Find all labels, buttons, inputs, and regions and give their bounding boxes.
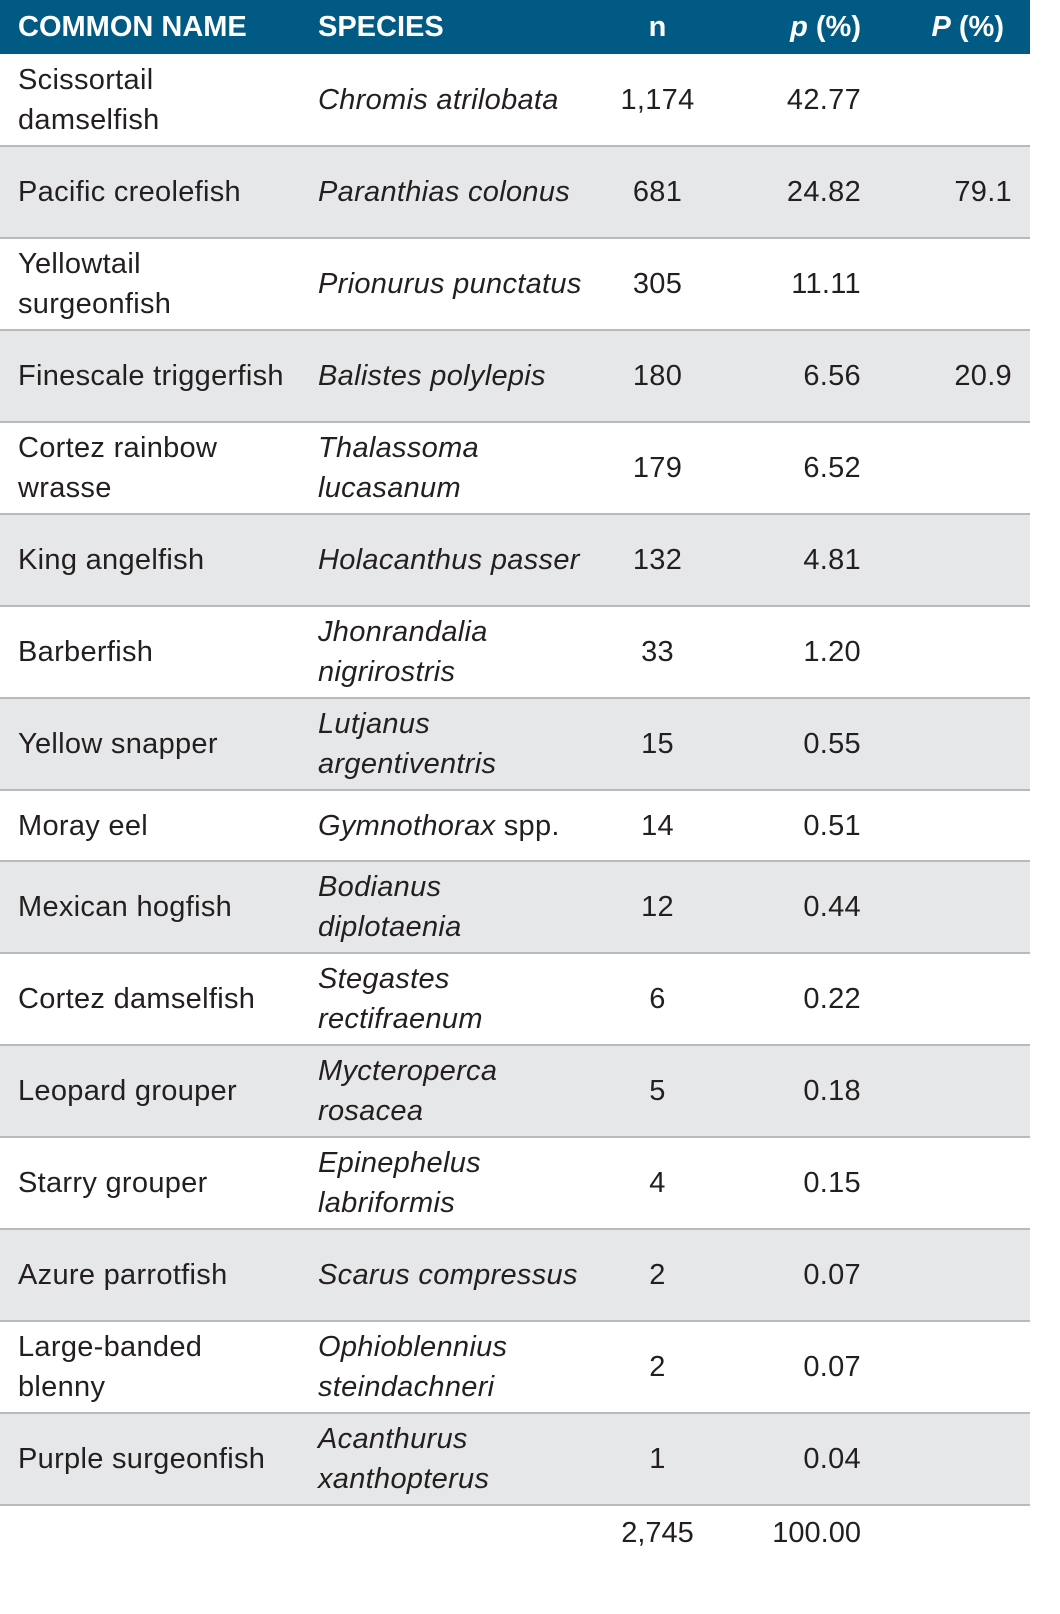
species-cell (300, 698, 590, 790)
n-cell: 14 (641, 809, 674, 842)
common-name-cell: Purple surgeonfish (18, 1443, 266, 1475)
P-percent-cell (875, 238, 1030, 330)
species-cell (300, 54, 590, 146)
table-row (0, 1413, 1030, 1505)
total-p-percent: 100.00 (772, 1517, 861, 1549)
table-row (0, 790, 1030, 861)
header-row (0, 0, 1030, 54)
P-percent-cell: 79.1 (954, 176, 1012, 208)
p-percent-cell: 0.07 (803, 1259, 861, 1291)
species-name: Lutjanus argentiventris (318, 708, 497, 780)
common-name-cell: Large-banded blenny (18, 1331, 203, 1403)
p-percent-cell: 1.20 (803, 636, 861, 668)
n-cell: 305 (632, 268, 683, 300)
species-cell (300, 330, 590, 422)
n-cell: 15 (641, 728, 674, 760)
p-percent-cell: 6.52 (803, 452, 861, 484)
common-name-cell: Finescale triggerfish (18, 360, 284, 392)
table-footer (0, 1505, 1030, 1560)
species-cell (300, 1045, 590, 1137)
common-name-cell: Scissortail damselfish (18, 63, 160, 136)
header-n: n (648, 11, 667, 43)
species-cell (300, 146, 590, 238)
species-cell (300, 606, 590, 698)
species-name: Bodianus diplotaenia (318, 871, 462, 943)
table-row (0, 422, 1030, 514)
P-percent-cell (875, 698, 1030, 790)
species-name: Mycteroperca rosacea (318, 1055, 498, 1127)
n-cell: 1 (649, 1443, 666, 1475)
p-percent-cell: 0.18 (803, 1075, 861, 1107)
totals-row (0, 1505, 1030, 1560)
table-row (0, 953, 1030, 1045)
p-percent-cell: 4.81 (803, 544, 861, 576)
table-row (0, 330, 1030, 422)
common-name-cell: Yellow snapper (18, 728, 218, 760)
table-row (0, 1321, 1030, 1413)
totals-label-cell (0, 1505, 300, 1560)
species-name: Balistes polylepis (318, 360, 546, 392)
p-percent-cell: 0.15 (803, 1167, 861, 1199)
totals-species-cell (300, 1505, 590, 1560)
table-row (0, 54, 1030, 146)
species-cell (300, 422, 590, 514)
p-percent-cell: 24.82 (786, 176, 861, 208)
species-name: Chromis atrilobata (318, 83, 559, 116)
table-row (0, 1045, 1030, 1137)
P-percent-cell (875, 422, 1030, 514)
p-percent-cell: 42.77 (786, 83, 861, 116)
species-name: Scarus compressus (318, 1259, 578, 1291)
n-cell: 33 (641, 636, 674, 668)
species-name: Holacanthus passer (318, 544, 580, 576)
header-P-unit: (%) (950, 11, 1004, 43)
n-cell: 6 (649, 983, 666, 1015)
p-percent-cell: 0.04 (803, 1443, 861, 1475)
common-name-cell: King angelfish (18, 544, 205, 576)
table-row (0, 238, 1030, 330)
species-cell (300, 1413, 590, 1505)
P-percent-cell (875, 54, 1030, 146)
n-cell: 132 (632, 544, 683, 576)
species-cell (300, 1229, 590, 1321)
n-cell: 179 (632, 452, 683, 484)
n-cell: 681 (632, 176, 683, 208)
P-percent-cell (875, 606, 1030, 698)
table-row (0, 1137, 1030, 1229)
table-row (0, 146, 1030, 238)
P-percent-cell (875, 790, 1030, 861)
common-name-cell: Moray eel (18, 809, 149, 842)
P-percent-cell (875, 861, 1030, 953)
header-P-letter: P (931, 11, 951, 43)
header-p-percent (725, 0, 875, 54)
header-p-unit: (%) (807, 11, 861, 43)
species-name: Epinephelus labriformis (318, 1147, 481, 1219)
species-name: Ophioblennius steindachneri (318, 1331, 508, 1403)
total-n: 2,745 (621, 1517, 694, 1549)
species-cell (300, 861, 590, 953)
common-name-cell: Starry grouper (18, 1167, 208, 1199)
common-name-cell: Pacific creolefish (18, 176, 241, 208)
P-percent-cell (875, 1229, 1030, 1321)
P-percent-cell (875, 953, 1030, 1045)
species-suffix: spp. (495, 809, 560, 842)
p-percent-cell: 0.44 (803, 891, 861, 923)
p-percent-cell: 11.11 (791, 268, 861, 300)
common-name-cell: Leopard grouper (18, 1075, 237, 1107)
table-body (0, 54, 1030, 1505)
table-row (0, 698, 1030, 790)
species-name: Jhonrandalia nigrirostris (318, 616, 488, 688)
P-percent-cell (875, 1045, 1030, 1137)
P-percent-cell (875, 1137, 1030, 1229)
n-cell: 180 (632, 360, 683, 392)
P-percent-cell (875, 1413, 1030, 1505)
species-cell (300, 514, 590, 606)
common-name-cell: Yellowtail surgeonfish (18, 248, 172, 320)
species-name: Acanthurus xanthopterus (318, 1423, 490, 1495)
n-cell: 5 (649, 1075, 666, 1107)
header-p-letter: p (790, 11, 808, 43)
species-name: Paranthias colonus (318, 176, 571, 208)
P-percent-cell (875, 1321, 1030, 1413)
table-header (0, 0, 1030, 54)
species-cell (300, 790, 590, 861)
p-percent-cell: 0.07 (803, 1351, 861, 1383)
P-percent-cell: 20.9 (954, 360, 1012, 392)
common-name-cell: Mexican hogfish (18, 891, 233, 923)
species-cell (300, 1137, 590, 1229)
n-cell: 4 (649, 1167, 666, 1199)
species-name: Thalassoma lucasanum (318, 432, 479, 504)
p-percent-cell: 0.22 (803, 983, 861, 1015)
species-cell (300, 238, 590, 330)
species-name: Prionurus punctatus (318, 268, 582, 300)
n-cell: 2 (649, 1351, 666, 1383)
species-cell (300, 953, 590, 1045)
n-cell: 12 (641, 891, 674, 923)
table-row (0, 514, 1030, 606)
common-name-cell: Cortez damselfish (18, 983, 256, 1015)
header-species: SPECIES (318, 11, 444, 43)
species-cell (300, 1321, 590, 1413)
header-common-name: COMMON NAME (18, 11, 247, 43)
common-name-cell: Azure parrotfish (18, 1259, 228, 1291)
table-row (0, 1229, 1030, 1321)
p-percent-cell: 0.51 (803, 809, 861, 842)
common-name-cell: Barberfish (18, 636, 154, 668)
P-percent-cell (875, 514, 1030, 606)
common-name-cell: Cortez rainbow wrasse (18, 432, 218, 504)
n-cell: 2 (649, 1259, 666, 1291)
species-name: Gymnothorax (318, 809, 496, 842)
table-row (0, 861, 1030, 953)
n-cell: 1,174 (620, 83, 695, 116)
p-percent-cell: 6.56 (803, 360, 861, 392)
species-name: Stegastes rectifraenum (318, 963, 483, 1035)
header-P-percent (875, 0, 1030, 54)
table-row (0, 606, 1030, 698)
total-P-percent (875, 1505, 1030, 1560)
p-percent-cell: 0.55 (803, 728, 861, 760)
